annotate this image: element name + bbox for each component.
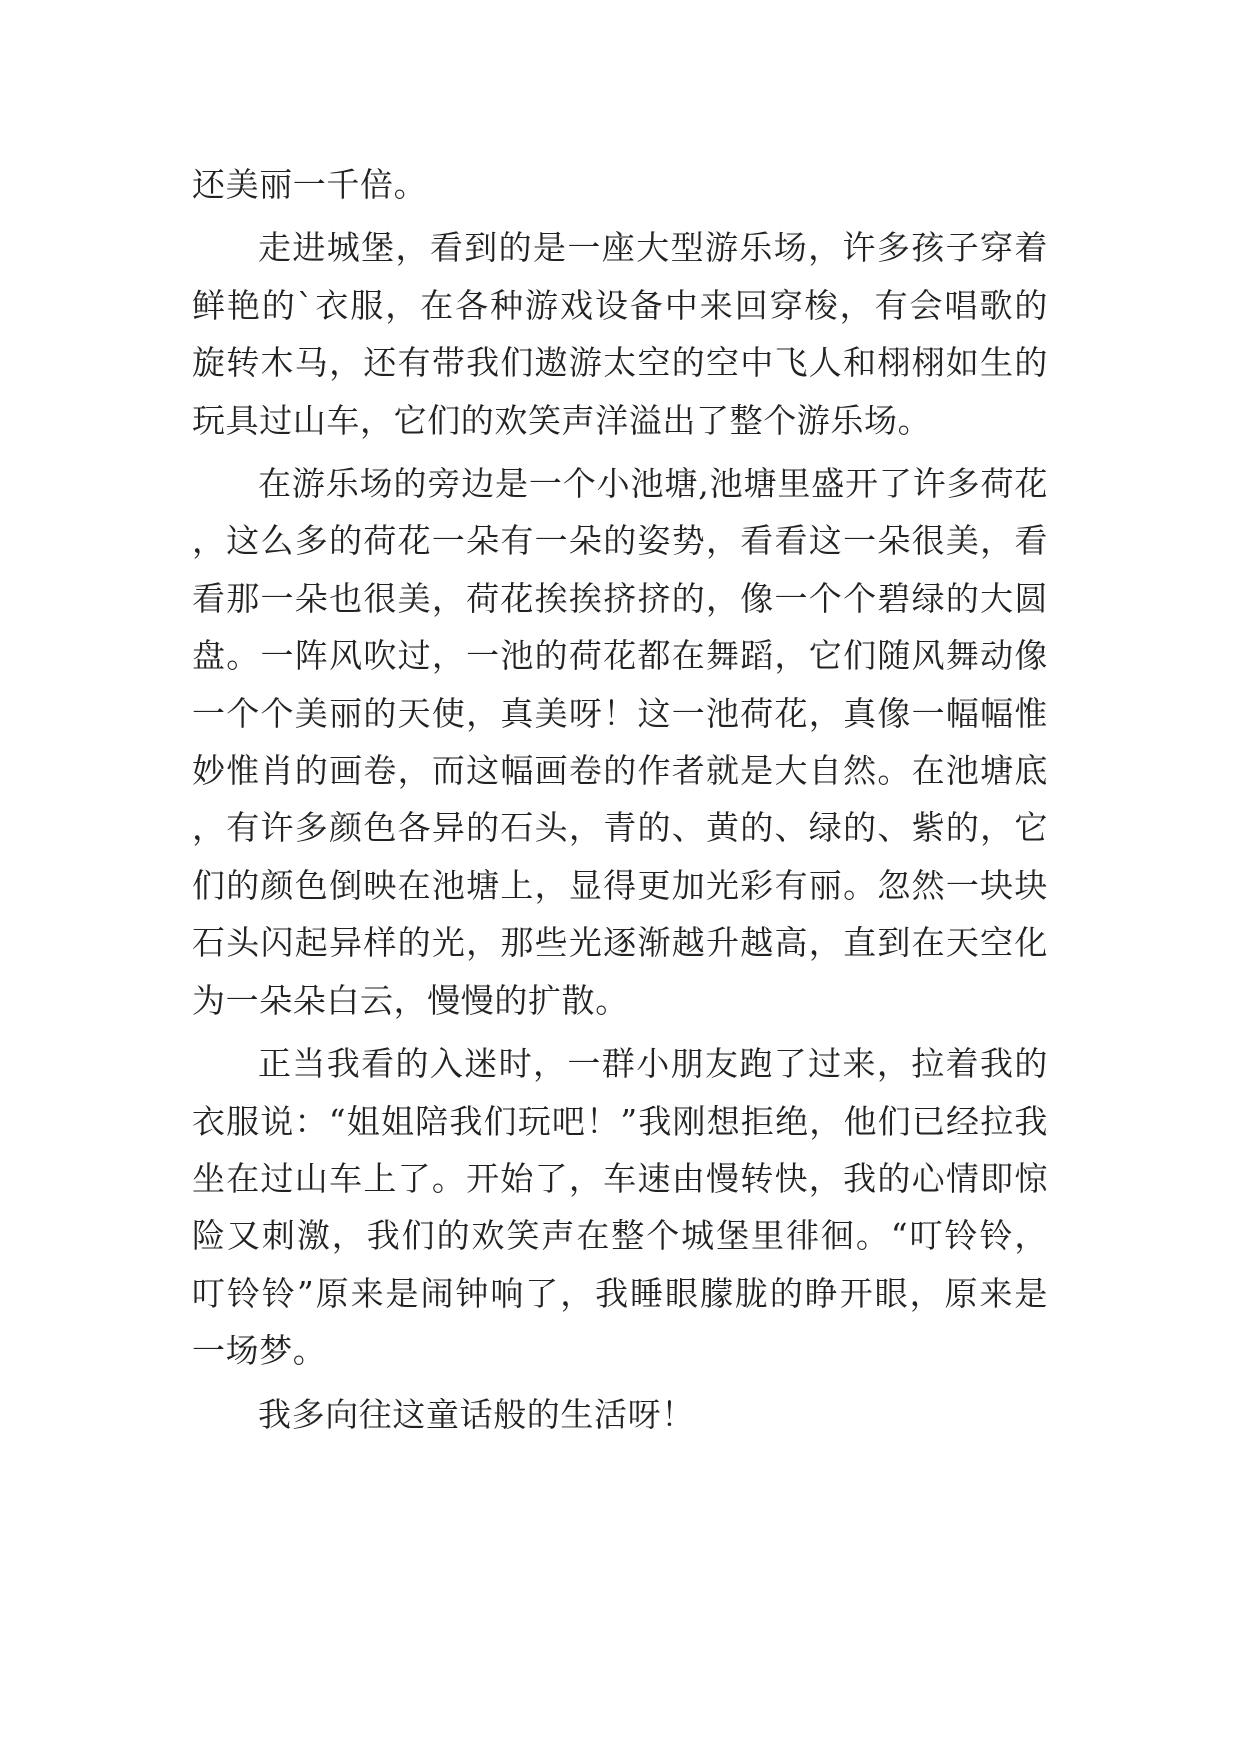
paragraph-4: 正当我看的入迷时，一群小朋友跑了过来，拉着我的衣服说：“姐姐陪我们玩吧！”我刚想拒绝，他们已经拉我坐在过山车上了。开始了，车速由慢转快，我的心情即惊险又刺激，我们的欢笑声在整个城堡里徘徊。“叮铃铃，叮铃铃”原来是闹钟响了，我睡眼朦胧的睁开眼，原来是一场梦。 (192, 1044, 1048, 1371)
document-body (192, 156, 1048, 1443)
paragraph-5: 我多向往这童话般的生活呀！ (258, 1394, 695, 1434)
paragraph-3: 在游乐场的旁边是一个小池塘,池塘里盛开了许多荷花，这么多的荷花一朵有一朵的姿势，看看这一朵很美，看看那一朵也很美，荷花挨挨挤挤的，像一个个碧绿的大圆盘。一阵风吹过，一池的荷花都在舞蹈，它们随风舞动像一个个美丽的天使，真美呀！这一池荷花，真像一幅幅惟妙惟肖的画卷，而这幅画卷的作者就是大自然。在池塘底，有许多颜色各异的石头，青的、黄的、绿的、紫的，它们的颜色倒映在池塘上，显得更加光彩有丽。忽然一块块石头闪起异样的光，那些光逐渐越升越高，直到在天空化为一朵朵白云，慢慢的扩散。 (192, 464, 1048, 1020)
paragraph-1: 还美丽一千倍。 (192, 165, 428, 204)
paragraph-2: 走进城堡，看到的是一座大型游乐场，许多孩子穿着鲜艳的`衣服，在各种游戏设备中来回穿梭，有会唱歌的旋转木马，还有带我们遨游太空的空中飞人和栩栩如生的玩具过山车，它们的欢笑声洋溢出了整个游乐场。 (192, 228, 1048, 440)
